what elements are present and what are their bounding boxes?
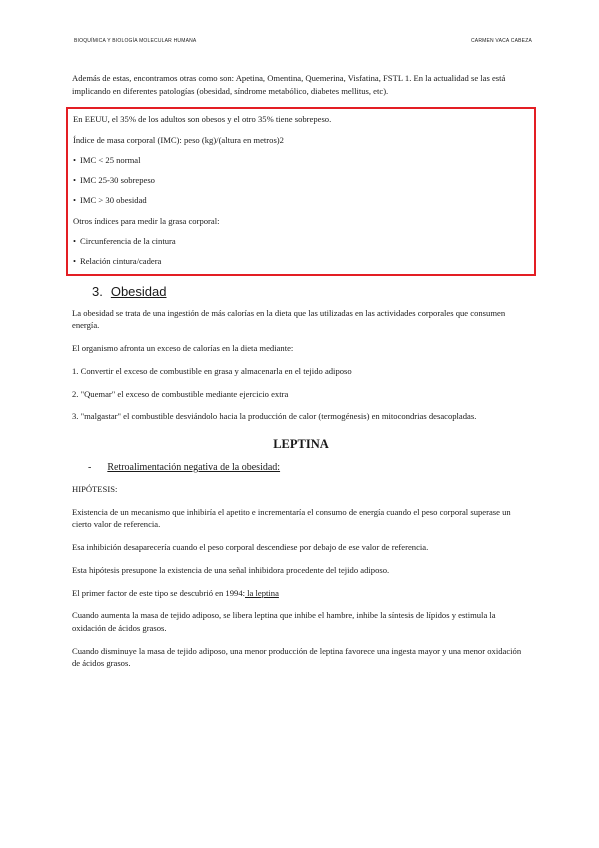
obesity-definition: La obesidad se trata de una ingestión de más calorías en la dieta que las utilizadas en las actividades corporales que consumen energía. bbox=[72, 307, 506, 331]
imc-item: • IMC < 25 normal bbox=[73, 154, 534, 167]
leptina-heading: LEPTINA bbox=[273, 437, 329, 451]
other-index-item: • Relación cintura/cadera bbox=[73, 255, 534, 268]
section-heading-obesidad bbox=[92, 284, 530, 299]
intro-paragraph: Además de estas, encontramos otras como son: Apetina, Omentina, Quemerina, Visfatina, FSTL 1. En la actualidad se las está implicando en diferentes patologías (obesidad, síndrome metabólico, diabetes mellitus, etc). bbox=[72, 73, 506, 96]
imc-item: • IMC > 30 obesidad bbox=[73, 194, 534, 207]
subheading-dash: - bbox=[88, 462, 92, 473]
obesity-step: 1. Convertir el exceso de combustible en grasa y almacenarla en el tejido adiposo bbox=[72, 365, 352, 376]
other-index-item: • Circunferencia de la cintura bbox=[73, 235, 534, 248]
box-line-imc-formula: Índice de masa corporal (IMC): peso (kg)/(altura en metros)2 bbox=[73, 134, 284, 145]
obesity-intro-steps: El organismo afronta un exceso de calorías en la dieta mediante: bbox=[72, 343, 294, 354]
header-left: BIOQUÍMICA Y BIOLOGÍA MOLECULAR HUMANA bbox=[74, 38, 197, 44]
obesity-step: 3. "malgastar" el combustible desviándolo hacia la producción de calor (termogénesis) en mitocondrias desacopladas. bbox=[72, 411, 477, 422]
leptina-paragraph: Cuando aumenta la masa de tejido adiposo, se libera leptina que inhibe el hambre, inhibe la síntesis de lípidos y estimula la oxidación de ácidos grasos. bbox=[72, 610, 496, 634]
subheading-text: Retroalimentación negativa de la obesidad: bbox=[107, 462, 281, 473]
highlight-box bbox=[66, 107, 536, 275]
hypothesis-label: HIPÓTESIS: bbox=[72, 484, 118, 494]
discovery-text: El primer factor de este tipo se descubrió en 1994: bbox=[72, 587, 246, 598]
leptina-paragraph: Existencia de un mecanismo que inhibiría el apetito e incrementaría el consumo de energía cuando el peso corporal superase un cierto valor de referencia. bbox=[72, 506, 511, 530]
section-number: 3. bbox=[92, 283, 103, 299]
header-right: CARMEN VACA CABEZA bbox=[470, 38, 532, 44]
imc-item: • IMC 25-30 sobrepeso bbox=[73, 174, 534, 187]
obesity-step: 2. "Quemar" el exceso de combustible mediante ejercicio extra bbox=[72, 388, 289, 399]
leptina-discovery bbox=[72, 587, 530, 600]
other-indices-title: Otros índices para medir la grasa corporal: bbox=[73, 215, 220, 226]
leptina-term: la leptina bbox=[245, 587, 279, 598]
section-title: Obesidad bbox=[110, 283, 167, 299]
box-line-obesity-stats: En EEUU, el 35% de los adultos son obesos y el otro 35% tiene sobrepeso. bbox=[73, 114, 332, 125]
page-content bbox=[72, 72, 530, 670]
leptina-paragraph: Esa inhibición desaparecería cuando el peso corporal descendiese por debajo de ese valor de referencia. bbox=[72, 542, 429, 553]
leptina-paragraph: Cuando disminuye la masa de tejido adiposo, una menor producción de leptina favorece una ingesta mayor y una menor oxidación de ácidos grasos. bbox=[72, 645, 522, 669]
leptina-subheading bbox=[88, 462, 530, 473]
leptina-paragraph: Esta hipótesis presupone la existencia de una señal inhibidora procedente del tejido adiposo. bbox=[72, 564, 390, 575]
